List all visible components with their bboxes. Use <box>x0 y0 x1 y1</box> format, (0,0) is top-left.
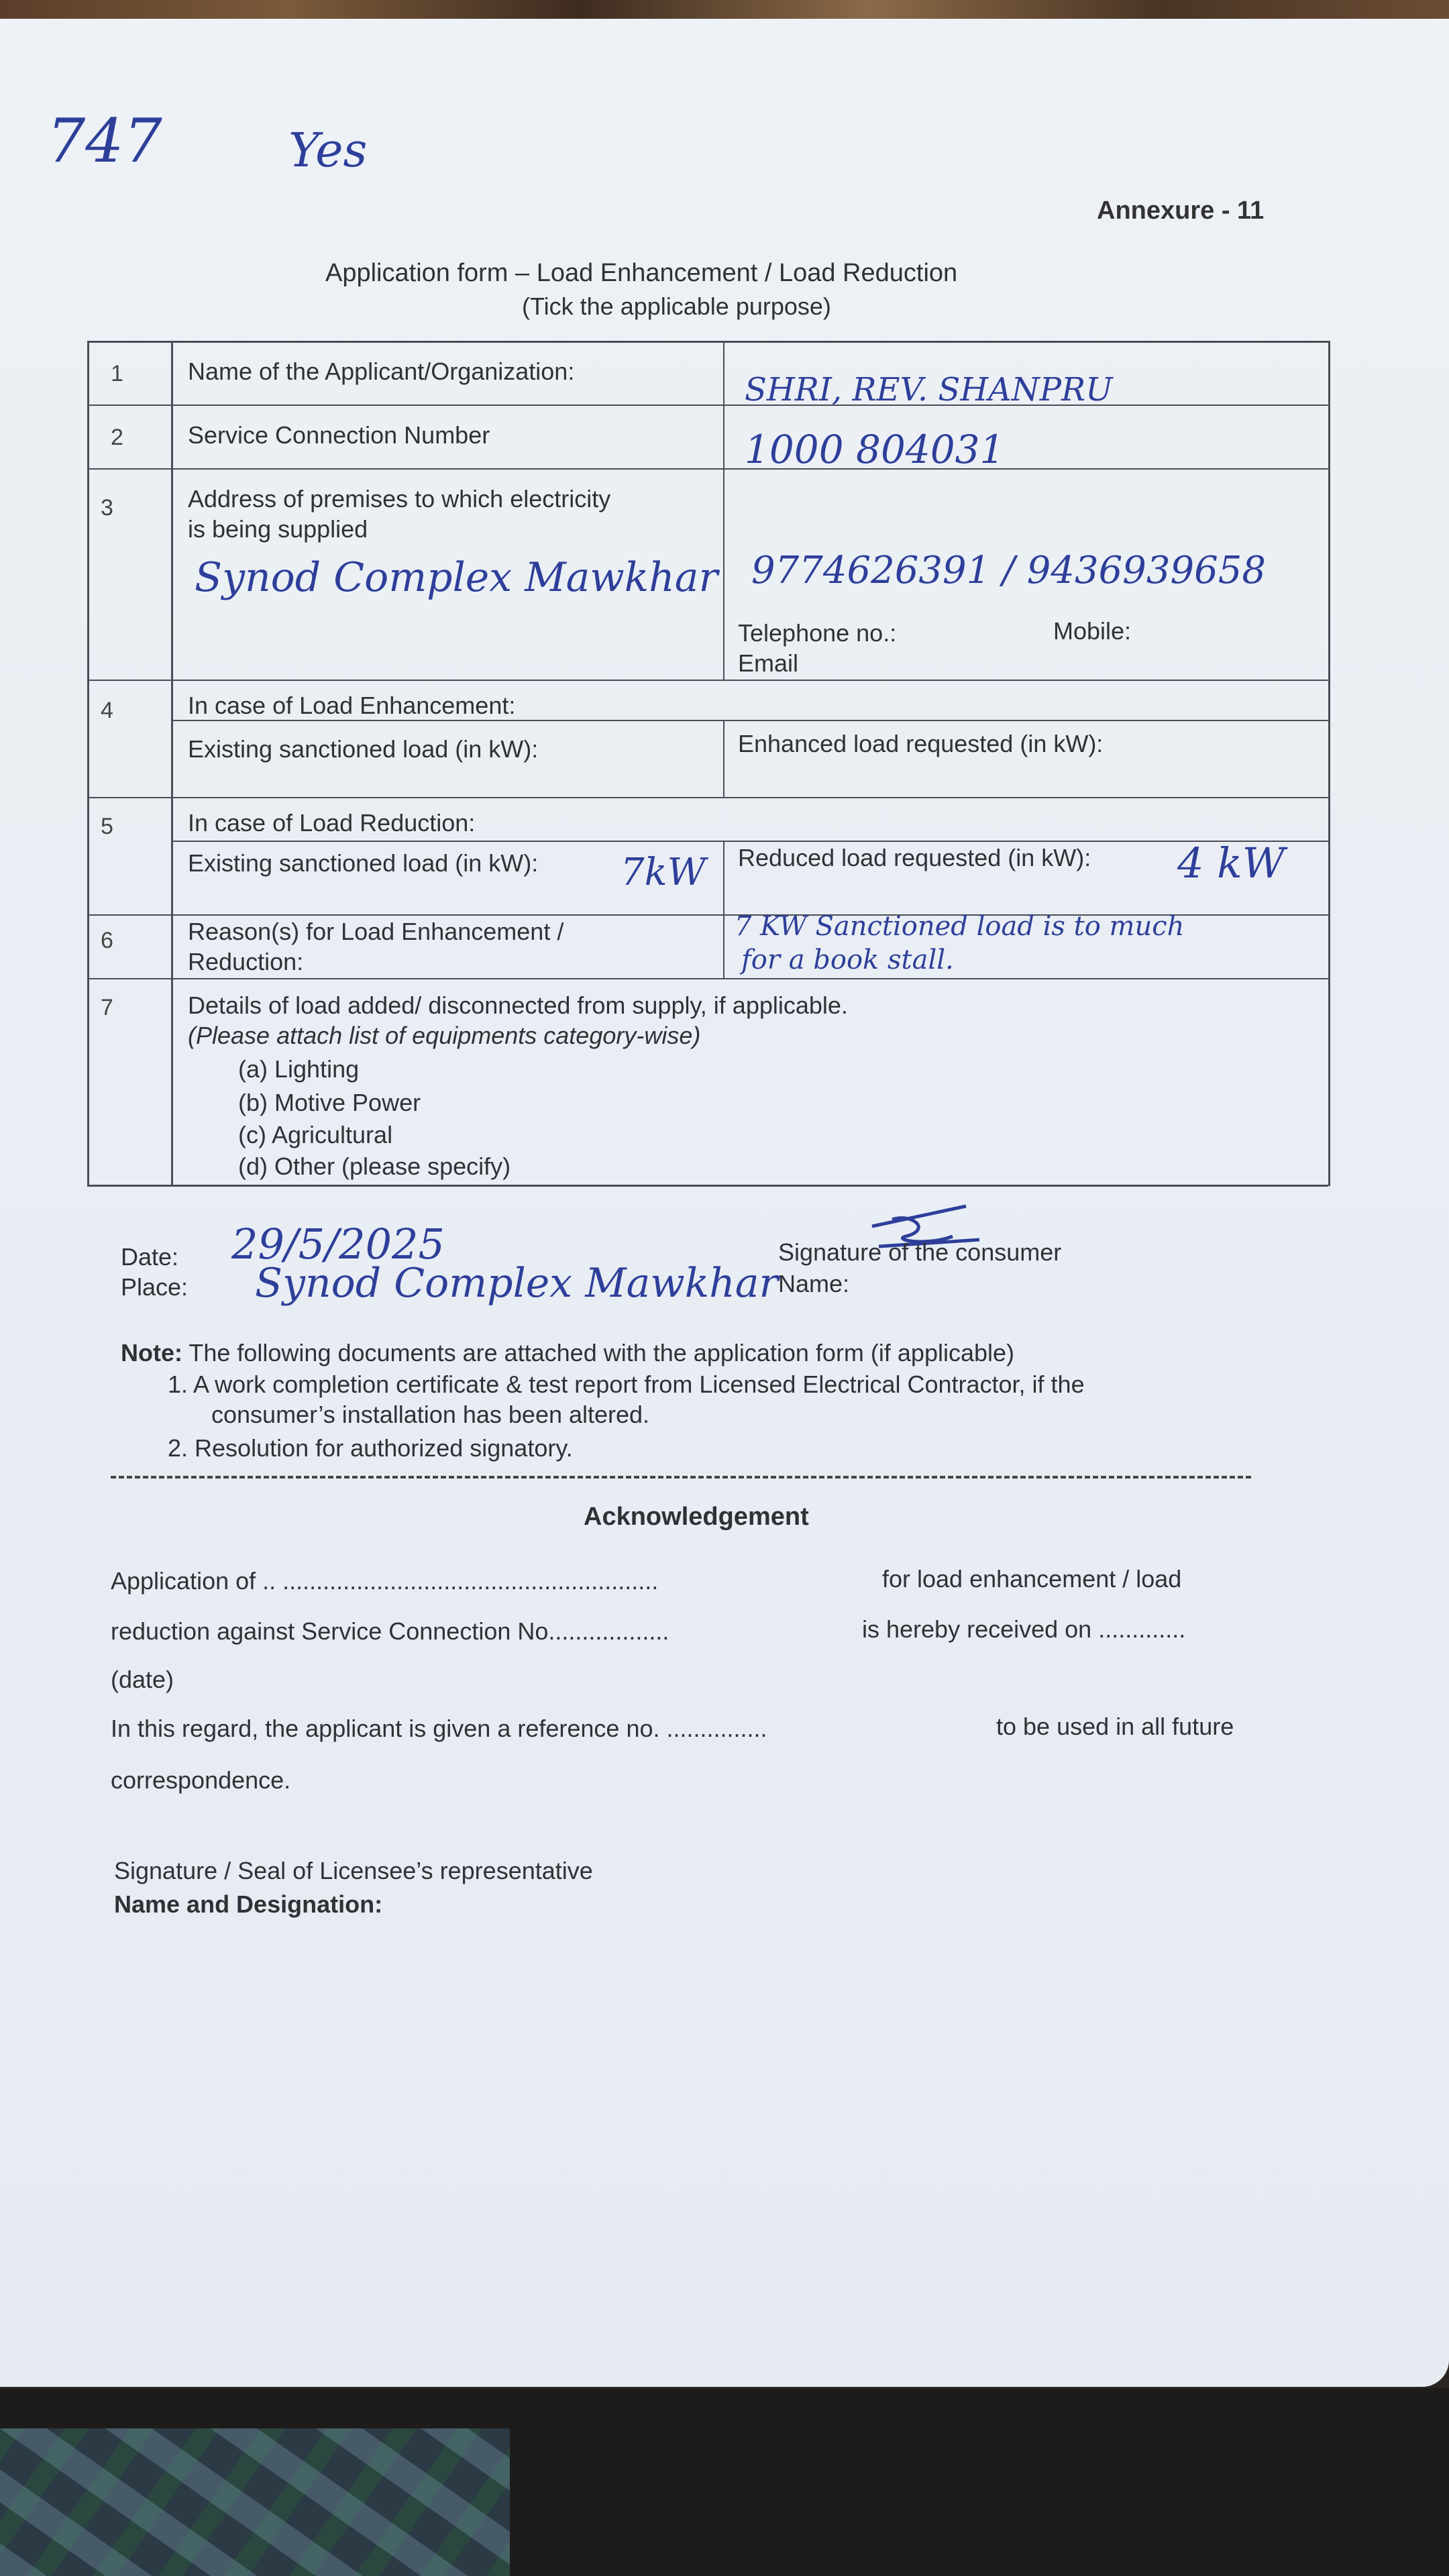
ack-line4-right: to be used in all future <box>996 1713 1234 1740</box>
reduction-existing-label: Existing sanctioned load (in kW): <box>188 849 539 877</box>
applicant-name-value: SHRI, REV. SHANPRU <box>745 371 1113 409</box>
row-number: 3 <box>101 495 113 521</box>
load-details-line2: (Please attach list of equipments category-wise) <box>188 1022 701 1049</box>
signature-label: Signature of the consumer <box>778 1238 1062 1266</box>
note-label: Note: <box>121 1339 182 1366</box>
address-value: Synod Complex Mawkhar <box>195 554 718 601</box>
row-number: 1 <box>111 361 123 386</box>
form-sheet <box>0 19 1449 2387</box>
note-item-1-line1: 1. A work completion certificate & test report from Licensed Electrical Contractor, if the <box>168 1371 1085 1398</box>
reason-label-line1: Reason(s) for Load Enhancement / <box>188 918 564 945</box>
reason-label-line2: Reduction: <box>188 948 304 975</box>
address-label-line2: is being supplied <box>188 515 368 543</box>
note-item-2: 2. Resolution for authorized signatory. <box>168 1434 573 1462</box>
note-item-1-line2: consumer’s installation has been altered. <box>211 1401 650 1428</box>
enhancement-existing-label: Existing sanctioned load (in kW): <box>188 735 539 763</box>
ack-line2-left: reduction against Service Connection No.................. <box>111 1617 669 1645</box>
row-number: 7 <box>101 995 113 1020</box>
reduction-existing-value: 7kW <box>621 851 706 894</box>
form-subtitle: (Tick the applicable purpose) <box>522 292 831 320</box>
background-top <box>0 0 1449 20</box>
place-label: Place: <box>121 1273 189 1301</box>
load-details-line1: Details of load added/ disconnected from supply, if applicable. <box>188 991 848 1019</box>
ack-title: Acknowledgement <box>584 1503 809 1531</box>
reduction-requested-label: Reduced load requested (in kW): <box>738 844 1091 871</box>
row-number: 4 <box>101 698 113 723</box>
margin-yes: Yes <box>288 123 368 178</box>
note-section <box>121 1339 1014 1367</box>
background-cloth <box>0 2388 1449 2576</box>
ack-line4-left: In this regard, the applicant is given a reference no. ............... <box>111 1715 767 1742</box>
ack-line1-left: Application of .. ........................................................ <box>111 1567 659 1595</box>
load-category-other: (d) Other (please specify) <box>238 1152 511 1180</box>
address-label-line1: Address of premises to which electricity <box>188 485 611 513</box>
form-title: Application form – Load Enhancement / Load Reduction <box>325 259 958 287</box>
ack-line5: correspondence. <box>111 1766 291 1794</box>
service-connection-value: 1000 804031 <box>745 427 1005 472</box>
ack-line3: (date) <box>111 1666 174 1693</box>
reason-value-line1: 7 KW Sanctioned load is to much <box>735 911 1185 942</box>
enhancement-heading: In case of Load Enhancement: <box>188 692 516 719</box>
licensee-name-label: Name and Designation: <box>114 1890 383 1918</box>
row-number: 5 <box>101 814 113 839</box>
annexure-label: Annexure - 11 <box>1097 197 1265 225</box>
mobile-label: Mobile: <box>1053 617 1132 645</box>
telephone-label: Telephone no.: <box>738 619 897 647</box>
row-number: 6 <box>101 928 113 953</box>
applicant-name-label: Name of the Applicant/Organization: <box>188 358 575 385</box>
margin-number: 747 <box>47 106 162 176</box>
load-category-agricultural: (c) Agricultural <box>238 1121 393 1148</box>
load-category-lighting: (a) Lighting <box>238 1055 360 1083</box>
reduction-heading: In case of Load Reduction: <box>188 809 476 837</box>
reason-value-line2: for a book stall. <box>741 945 954 975</box>
consumer-name-label: Name: <box>778 1270 850 1297</box>
dashed-divider <box>111 1476 1251 1479</box>
date-label: Date: <box>121 1243 179 1271</box>
load-category-motive-power: (b) Motive Power <box>238 1089 421 1116</box>
ack-line1-right: for load enhancement / load <box>882 1565 1182 1593</box>
plaid-fabric <box>0 2428 510 2576</box>
place-value: Synod Complex Mawkhar <box>255 1260 779 1307</box>
reduction-requested-value: 4 kW <box>1177 839 1285 888</box>
date-value: 29/5/2025 <box>231 1220 445 1269</box>
note-text: The following documents are attached with the application form (if applicable) <box>189 1339 1015 1366</box>
service-connection-label: Service Connection Number <box>188 421 490 449</box>
email-label: Email <box>738 649 799 677</box>
licensee-signature-label: Signature / Seal of Licensee’s representative <box>114 1857 593 1884</box>
phone-numbers-value: 9774626391 / 9436939658 <box>751 549 1267 592</box>
enhancement-requested-label: Enhanced load requested (in kW): <box>738 730 1104 757</box>
row-number: 2 <box>111 425 123 450</box>
ack-line2-right: is hereby received on ............. <box>862 1615 1186 1643</box>
